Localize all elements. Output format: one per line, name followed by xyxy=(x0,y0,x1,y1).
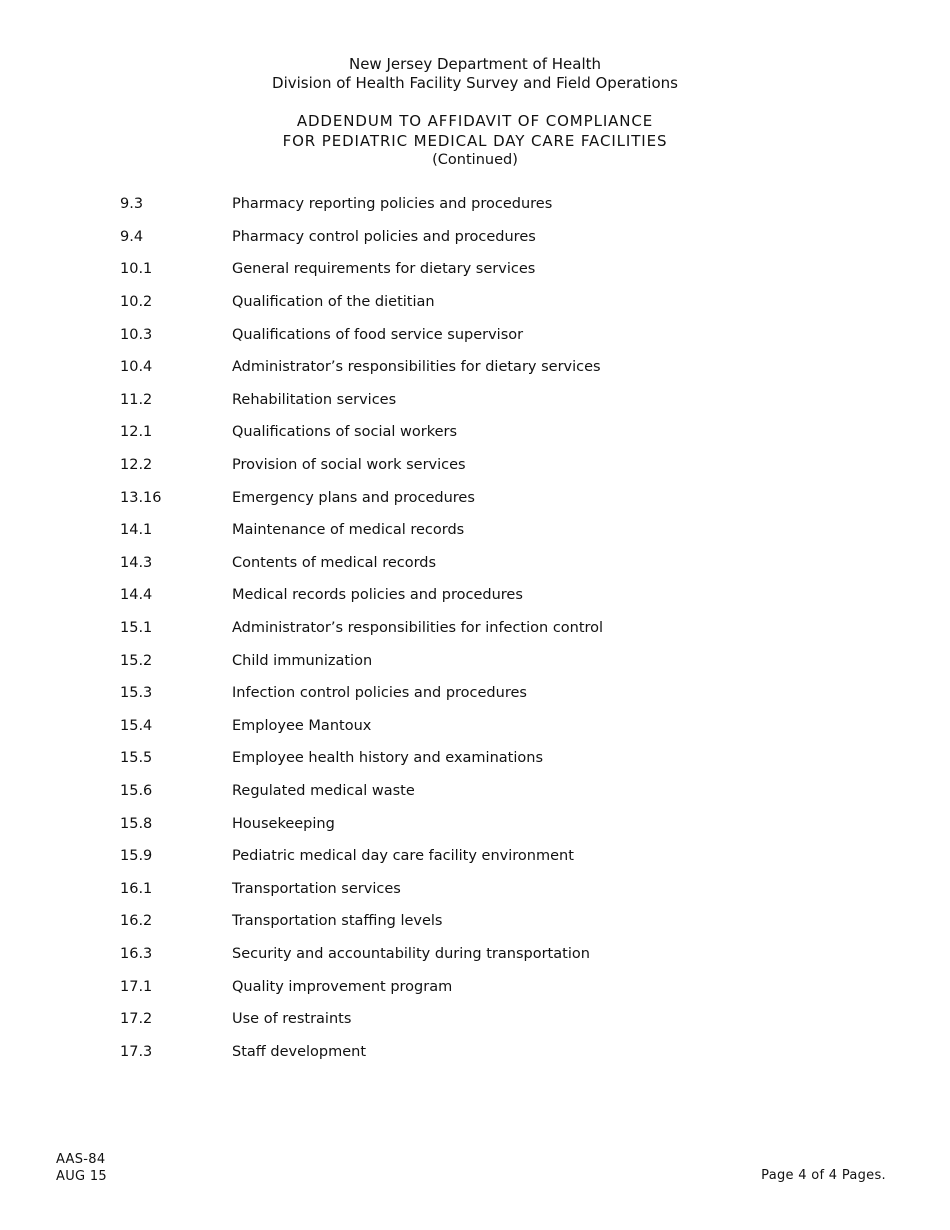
list-item xyxy=(120,1035,820,1068)
item-description: General requirements for dietary services xyxy=(232,261,536,278)
item-number: 12.2 xyxy=(120,457,153,474)
item-number: 17.3 xyxy=(120,1043,153,1060)
item-number: 11.2 xyxy=(120,391,153,408)
list-item xyxy=(120,481,820,514)
list-item xyxy=(120,710,820,743)
item-number: 15.5 xyxy=(120,750,153,767)
item-description: Pharmacy reporting policies and procedures xyxy=(232,196,553,213)
item-number: 15.4 xyxy=(120,717,153,734)
list-item xyxy=(120,579,820,612)
list-item xyxy=(120,938,820,971)
item-description: Child immunization xyxy=(232,652,373,669)
list-item xyxy=(120,840,820,873)
item-number: 15.3 xyxy=(120,685,153,702)
list-item xyxy=(120,318,820,351)
division-name: Division of Health Facility Survey and Field Operations xyxy=(272,74,678,92)
item-description: Emergency plans and procedures xyxy=(232,489,475,506)
list-item xyxy=(120,253,820,286)
item-description: Qualification of the dietitian xyxy=(232,294,435,311)
list-item xyxy=(120,970,820,1003)
item-description: Administrator’s responsibilities for infection control xyxy=(232,620,604,637)
list-item xyxy=(120,449,820,482)
item-description: Qualifications of social workers xyxy=(232,424,458,441)
item-number: 17.1 xyxy=(120,978,153,995)
item-description: Quality improvement program xyxy=(232,978,453,995)
item-number: 14.4 xyxy=(120,587,153,604)
list-item xyxy=(120,384,820,417)
list-item xyxy=(120,742,820,775)
form-number: AAS-84 xyxy=(56,1152,106,1167)
list-item xyxy=(120,872,820,905)
item-number: 12.1 xyxy=(120,424,153,441)
item-description: Contents of medical records xyxy=(232,554,437,571)
list-item xyxy=(120,775,820,808)
item-number: 13.16 xyxy=(120,489,162,506)
item-number: 10.1 xyxy=(120,261,153,278)
list-item xyxy=(120,514,820,547)
item-description: Housekeeping xyxy=(232,815,335,832)
list-item xyxy=(120,612,820,645)
item-number: 9.3 xyxy=(120,196,144,213)
continued-label: (Continued) xyxy=(432,152,518,168)
item-number: 14.1 xyxy=(120,522,153,539)
item-number: 15.1 xyxy=(120,620,153,637)
document-header xyxy=(0,55,950,169)
item-description: Regulated medical waste xyxy=(232,782,415,799)
list-item xyxy=(120,547,820,580)
item-number: 10.2 xyxy=(120,294,153,311)
item-description: Provision of social work services xyxy=(232,457,466,474)
list-item xyxy=(120,221,820,254)
title-line-1: ADDENDUM TO AFFIDAVIT OF COMPLIANCE xyxy=(296,112,654,130)
item-number: 15.6 xyxy=(120,782,153,799)
list-item xyxy=(120,188,820,221)
item-description: Medical records policies and procedures xyxy=(232,587,523,604)
item-description: Rehabilitation services xyxy=(232,391,397,408)
item-description: Pharmacy control policies and procedures xyxy=(232,228,536,245)
item-description: Administrator’s responsibilities for dietary services xyxy=(232,359,601,376)
item-number: 15.2 xyxy=(120,652,153,669)
form-identifier xyxy=(56,1151,107,1185)
item-number: 14.3 xyxy=(120,554,153,571)
page-number: Page 4 of 4 Pages. xyxy=(761,1168,886,1183)
item-number: 16.3 xyxy=(120,945,153,962)
title-line-2: FOR PEDIATRIC MEDICAL DAY CARE FACILITIES xyxy=(282,132,668,150)
list-item xyxy=(120,644,820,677)
form-date: AUG 15 xyxy=(56,1169,107,1184)
item-number: 17.2 xyxy=(120,1011,153,1028)
item-number: 15.9 xyxy=(120,848,153,865)
item-number: 16.2 xyxy=(120,913,153,930)
item-description: Staff development xyxy=(232,1043,367,1060)
item-description: Maintenance of medical records xyxy=(232,522,465,539)
item-description: Employee Mantoux xyxy=(232,717,372,734)
item-description: Transportation staffing levels xyxy=(232,913,443,930)
item-description: Employee health history and examinations xyxy=(232,750,543,767)
list-item xyxy=(120,351,820,384)
item-description: Pediatric medical day care facility environment xyxy=(232,848,574,865)
item-number: 16.1 xyxy=(120,880,153,897)
item-number: 10.4 xyxy=(120,359,153,376)
document-title xyxy=(0,111,950,169)
item-description: Use of restraints xyxy=(232,1011,352,1028)
list-item xyxy=(120,286,820,319)
list-item xyxy=(120,677,820,710)
item-number: 15.8 xyxy=(120,815,153,832)
item-description: Transportation services xyxy=(232,880,401,897)
list-item xyxy=(120,1003,820,1036)
item-description: Infection control policies and procedures xyxy=(232,685,527,702)
item-description: Security and accountability during transportation xyxy=(232,945,590,962)
item-number: 10.3 xyxy=(120,326,153,343)
list-item xyxy=(120,416,820,449)
department-name: New Jersey Department of Health xyxy=(348,55,601,73)
item-number: 9.4 xyxy=(120,228,144,245)
list-item xyxy=(120,905,820,938)
item-description: Qualifications of food service supervisor xyxy=(232,326,524,343)
list-item xyxy=(120,807,820,840)
regulation-list xyxy=(120,188,820,1068)
